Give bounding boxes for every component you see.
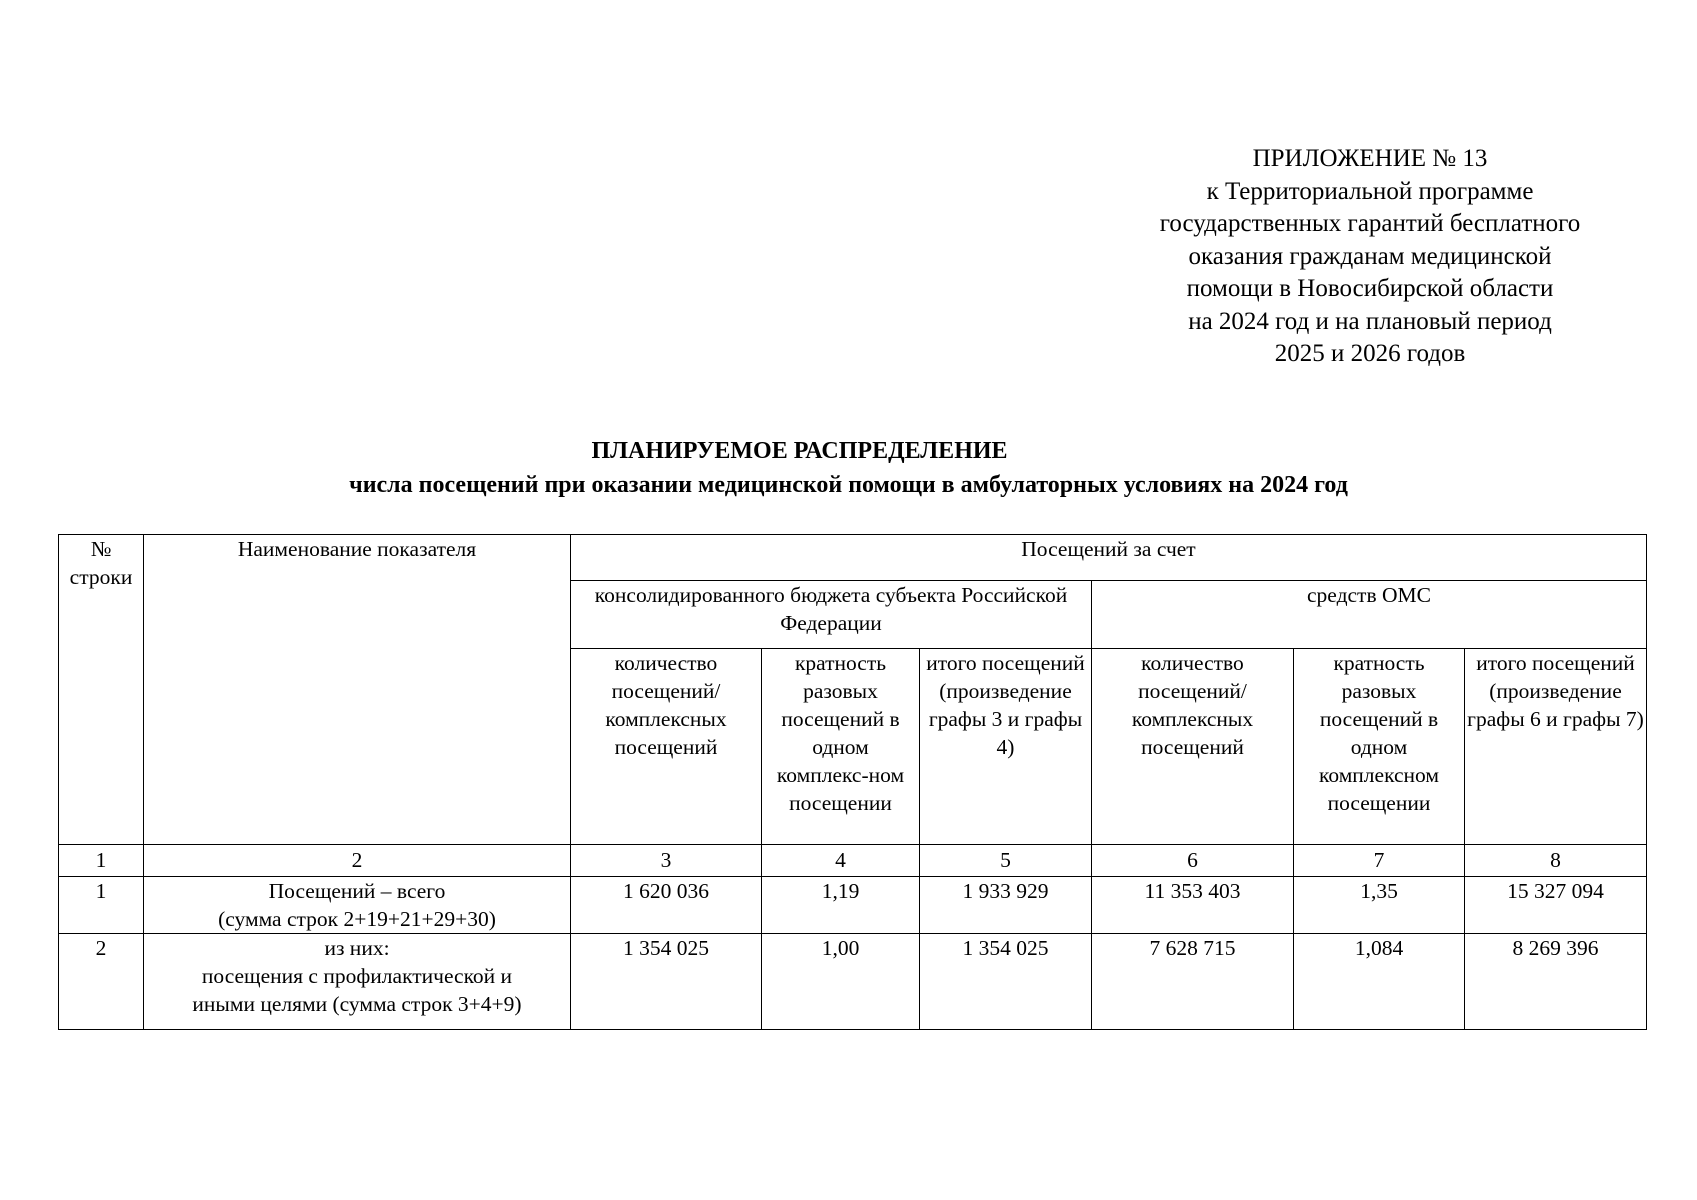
row-number: 1 [59,877,144,934]
title-main: ПЛАНИРУЕМОЕ РАСПРЕДЕЛЕНИЕ [591,438,1008,464]
column-number: 1 [59,845,144,877]
appendix-line: государственных гарантий бесплатного [1159,210,1581,237]
header-col-6: количество посещений/ комплексных посещений [1092,649,1294,845]
indicator-line: иными целями (сумма строк 3+4+9) [192,992,522,1016]
cell-value: 1,084 [1294,934,1465,1030]
document-title [0,434,1697,502]
indicator-line: из них: [324,936,390,960]
visits-distribution-table [58,534,1647,1030]
column-number: 5 [920,845,1092,877]
cell-value: 8 269 396 [1465,934,1647,1030]
column-number: 6 [1092,845,1294,877]
table-row [59,934,1647,1030]
header-col-4: кратность разовых посещений в одном комплекс-ном посещении [762,649,920,845]
column-number: 8 [1465,845,1647,877]
column-number: 3 [571,845,762,877]
header-col-5: итого посещений (произведение графы 3 и графы 4) [920,649,1092,845]
header-col-7: кратность разовых посещений в одном комплексном посещении [1294,649,1465,845]
indicator-line: посещения с профилактической и [201,964,513,988]
title-subtitle: числа посещений при оказании медицинской помощи в амбулаторных условиях на 2024 год [349,472,1348,498]
appendix-line: оказания гражданам медицинской [1188,242,1552,270]
header-budget: консолидированного бюджета субъекта Российской Федерации [571,581,1092,649]
header-indicator-name: Наименование показателя [144,535,571,845]
cell-value: 15 327 094 [1465,877,1647,934]
appendix-line: к Территориальной программе [1206,177,1534,205]
row-number: 2 [59,934,144,1030]
cell-value: 1 933 929 [920,877,1092,934]
cell-value: 7 628 715 [1092,934,1294,1030]
appendix-block [1120,143,1620,371]
row-indicator-name [144,877,571,934]
column-number: 4 [762,845,920,877]
indicator-line: (сумма строк 2+19+21+29+30) [218,907,496,931]
appendix-line: помощи в Новосибирской области [1186,275,1554,302]
appendix-line: ПРИЛОЖЕНИЕ № 13 [1252,145,1488,172]
header-row-number: № строки [59,535,144,845]
header-oms: средств ОМС [1092,581,1647,649]
cell-value: 1 354 025 [571,934,762,1030]
row-indicator-name [144,934,571,1030]
cell-value: 1 620 036 [571,877,762,934]
indicator-line: Посещений – всего [268,879,446,903]
cell-value: 1,19 [762,877,920,934]
cell-value: 1 354 025 [920,934,1092,1030]
column-number: 7 [1294,845,1465,877]
header-col-3: количество посещений/ комплексных посещений [571,649,762,845]
cell-value: 1,35 [1294,877,1465,934]
column-number: 2 [144,845,571,877]
cell-value: 11 353 403 [1092,877,1294,934]
header-visits-by: Посещений за счет [571,535,1647,581]
cell-value: 1,00 [762,934,920,1030]
column-numbers-row [59,845,1647,877]
appendix-line: 2025 и 2026 годов [1274,340,1466,367]
appendix-line: на 2024 год и на плановый период [1188,307,1552,335]
header-row-1 [59,535,1647,581]
table-row [59,877,1647,934]
header-col-8: итого посещений (произведение графы 6 и графы 7) [1465,649,1647,845]
